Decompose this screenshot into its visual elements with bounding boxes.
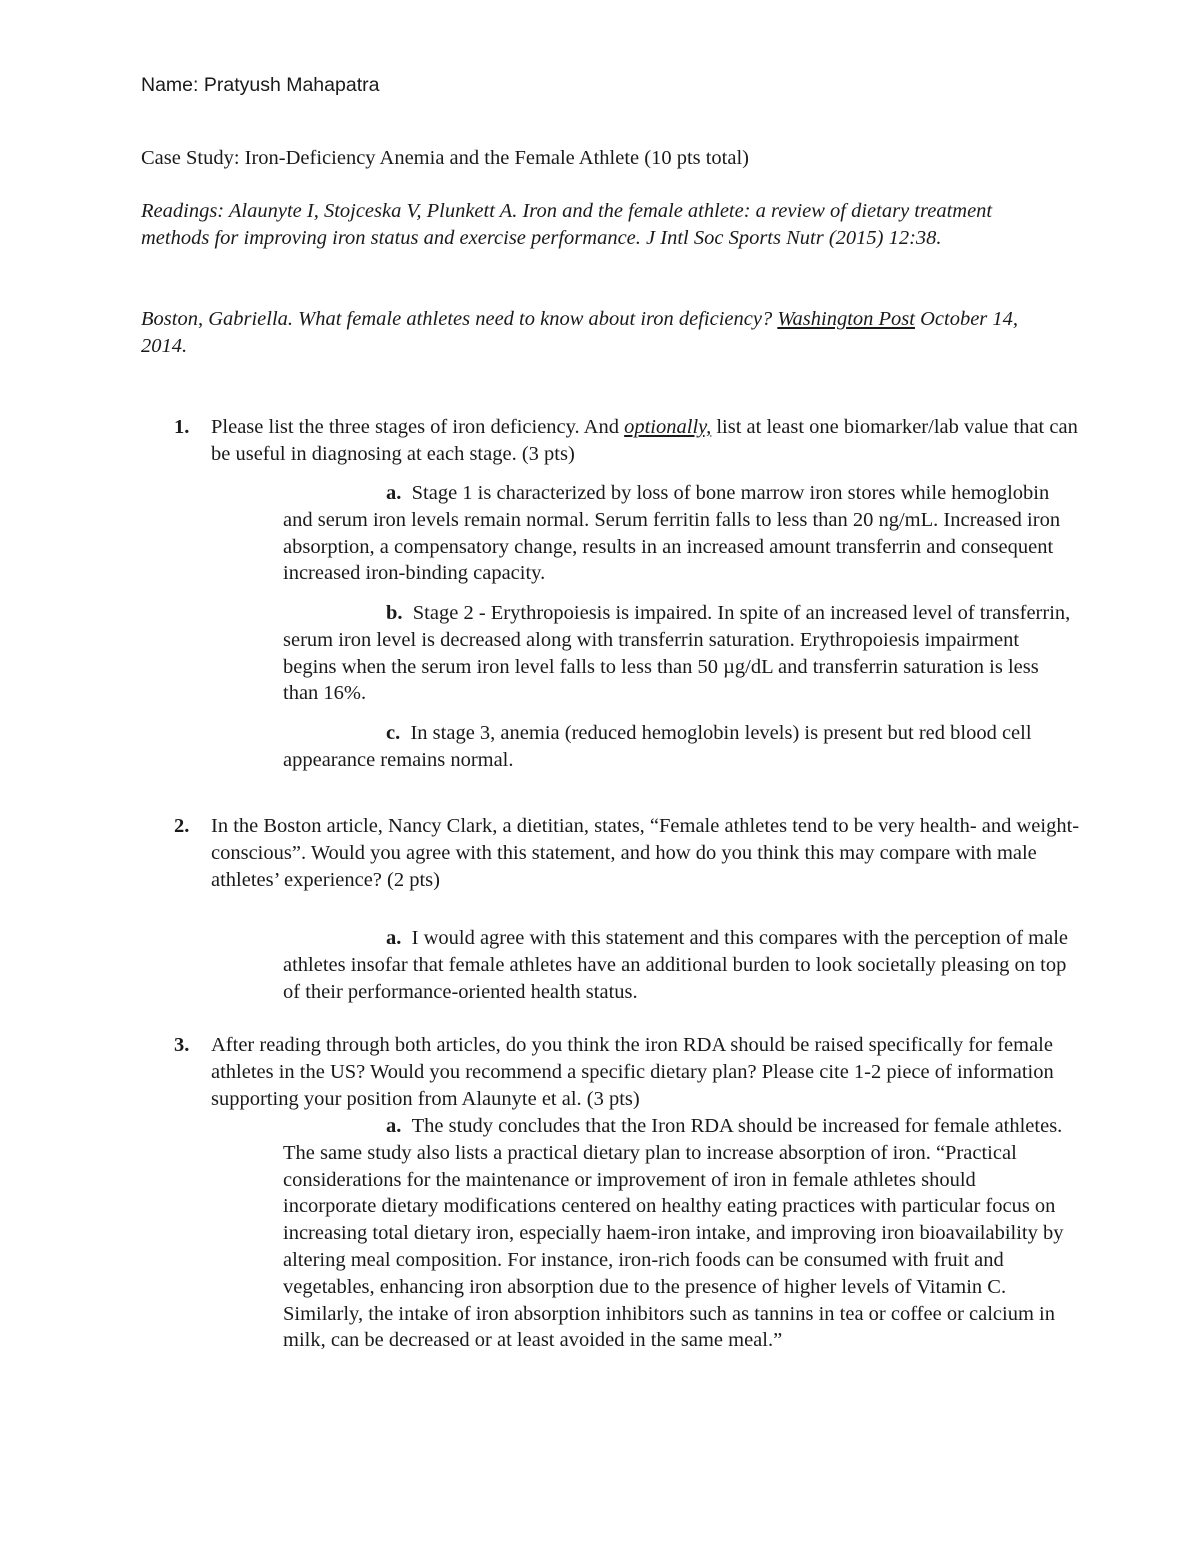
answer-label: a. [386, 482, 402, 504]
question-2-text: In the Boston article, Nancy Clark, a dietitian, states, “Female athletes tend to be very health- and weight-conscious”. Would you agree with this statement, and how do you think this may compare with male athletes’ experience? (2 pts) [211, 815, 1080, 891]
question-1-text-part2: list at least one biomarker/lab value that can be useful in diagnosing at each stage. (3 pts) [211, 416, 1078, 465]
answer-label: b. [386, 602, 403, 624]
reading-reference-2-date: October 14, 2014. [141, 308, 1019, 357]
answer-text: In stage 3, anemia (reduced hemoglobin levels) is present but red blood cell appearance remains normal. [283, 722, 1032, 771]
answer-text: Stage 1 is characterized by loss of bone marrow iron stores while hemoglobin and serum iron levels remain normal. Serum ferritin falls to less than 20 ng/mL. Increased iron absorption, a compensatory change, results in an increased amount transferrin and consequent increased iron-binding capacity. [283, 482, 1061, 585]
reading-reference-2 [141, 306, 1041, 360]
answer-text: Stage 2 - Erythropoiesis is impaired. In spite of an increased level of transferrin, serum iron level is decreased along with transferrin saturation. Erythropoiesis impairment begins when the serum iron level falls to less than 50 µg/dL and transferrin saturation is less than 16%. [283, 602, 1071, 705]
question-3-text: After reading through both articles, do you think the iron RDA should be raised specifically for female athletes in the US? Would you recommend a specific dietary plan? Please cite 1-2 piece of information supporting your position from Alaunyte et al. (3 pts) [211, 1034, 1054, 1110]
question-2-answer-a [283, 925, 1073, 1005]
question-3-answer-a [283, 1113, 1073, 1354]
answer-label: a. [386, 1115, 402, 1137]
question-1-text [211, 414, 1091, 468]
answer-label: a. [386, 927, 402, 949]
question-1-number: 1. [174, 416, 190, 438]
reading-reference-2-source: Washington Post [777, 308, 915, 330]
question-1-answer-c [283, 720, 1073, 774]
answer-label: c. [386, 722, 401, 744]
question-3-number: 3. [174, 1034, 190, 1056]
reading-reference-2-text: Boston, Gabriella. What female athletes need to know about iron deficiency? [141, 308, 778, 330]
answer-text: The study concludes that the Iron RDA should be increased for female athletes. The same study also lists a practical dietary plan to increase absorption of iron. “Practical considerations for the maintenance or improvement of iron in female athletes should incorporate dietary modifications centered on healthy eating practices with particular focus on increasing total dietary iron, especially haem-iron intake, and improving iron bioavailability by altering meal composition. For instance, iron-rich foods can be consumed with fruit and vegetables, enhancing iron absorption due to the presence of higher levels of Vitamin C. Similarly, the intake of iron absorption inhibitors such as tannins in tea or coffee or calcium in milk, can be decreased or at least avoided in the same meal.” [283, 1115, 1064, 1352]
question-1-answer-b [283, 600, 1073, 707]
assignment-title: Case Study: Iron-Deficiency Anemia and the Female Athlete (10 pts total) [141, 147, 750, 169]
question-2-number: 2. [174, 815, 190, 837]
question-1-text-part1: Please list the three stages of iron deficiency. And [211, 416, 625, 438]
student-name: Name: Pratyush Mahapatra [141, 74, 380, 96]
question-1-emphasis: optionally, [624, 416, 712, 438]
question-1-answer-a [283, 480, 1073, 587]
reading-reference-1: Readings: Alaunyte I, Stojceska V, Plunkett A. Iron and the female athlete: a review of dietary treatment methods for improving iron status and exercise performance. J Intl Soc Sports Nutr (2015) 12:38. [141, 200, 993, 249]
answer-text: I would agree with this statement and this compares with the perception of male athletes insofar that female athletes have an additional burden to look societally pleasing on top of their performance-oriented health status. [283, 927, 1069, 1003]
